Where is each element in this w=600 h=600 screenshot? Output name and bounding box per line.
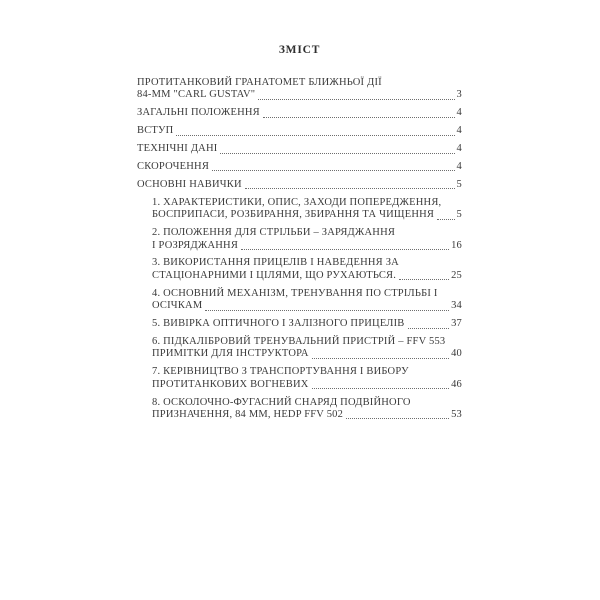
- toc-entry-line: 7. КЕРІВНИЦТВО З ТРАНСПОРТУВАННЯ І ВИБОРУ: [152, 366, 409, 378]
- toc-entry-last-line: [152, 300, 462, 312]
- dot-leader: [437, 219, 454, 220]
- toc-entry: [137, 366, 462, 391]
- toc-page-number: 4: [456, 125, 462, 137]
- toc-entry-last-line: [152, 379, 462, 391]
- toc-page-number: 40: [451, 348, 462, 360]
- toc-entry: [137, 179, 462, 191]
- dot-leader: [399, 279, 449, 280]
- toc-entry-text: ВСТУП: [137, 125, 174, 137]
- toc-entry-last-line: [137, 161, 462, 173]
- toc-entry: [137, 336, 462, 361]
- toc-entry-last-line: [152, 209, 462, 221]
- toc-entry-last-line: [137, 107, 462, 119]
- toc-entry-last-line: [152, 348, 462, 360]
- toc-entry: [137, 77, 462, 102]
- toc-page-number: 37: [451, 318, 462, 330]
- toc-page-number: 34: [451, 300, 462, 312]
- toc-entry-text: І РОЗРЯДЖАННЯ: [152, 239, 239, 251]
- toc-entry-line: ПРОТИТАНКОВИЙ ГРАНАТОМЕТ БЛИЖНЬОЇ ДІЇ: [137, 77, 382, 88]
- toc-entry: [137, 107, 462, 119]
- toc-entry-line: 1. ХАРАКТЕРИСТИКИ, ОПИС, ЗАХОДИ ПОПЕРЕДЖЕННЯ,: [152, 196, 442, 208]
- toc-entry: [137, 397, 462, 422]
- toc-entry-line: 4. ОСНОВНИЙ МЕХАНІЗМ, ТРЕНУВАННЯ ПО СТРІЛЬБІ І: [152, 287, 438, 299]
- toc-entry-last-line: [152, 270, 462, 282]
- toc-entry-text: ЗАГАЛЬНІ ПОЛОЖЕННЯ: [137, 107, 260, 119]
- toc-page-number: 5: [456, 209, 462, 221]
- toc-entry-last-line: [152, 409, 462, 421]
- toc-entry-text: 84-ММ "CARL GUSTAV": [137, 89, 256, 101]
- toc-page-number: 4: [456, 161, 462, 173]
- toc-entry-text: БОСПРИПАСИ, РОЗБИРАННЯ, ЗБИРАННЯ ТА ЧИЩЕННЯ: [152, 209, 435, 221]
- toc-page-number: 4: [456, 143, 462, 155]
- toc-entry-last-line: [137, 125, 462, 137]
- toc-page-number: 16: [451, 239, 462, 251]
- page-title: ЗМІСТ: [278, 44, 321, 56]
- toc-entry-text: ОСНОВНІ НАВИЧКИ: [137, 178, 242, 190]
- toc-page-number: 3: [456, 89, 462, 101]
- toc-entry-line: 2. ПОЛОЖЕННЯ ДЛЯ СТРІЛЬБИ – ЗАРЯДЖАННЯ: [152, 227, 396, 239]
- toc-entry: [137, 197, 462, 222]
- toc-page-number: 53: [451, 409, 462, 421]
- toc-entry-line: 8. ОСКОЛОЧНО-ФУГАСНИЙ СНАРЯД ПОДВІЙНОГО: [152, 396, 411, 408]
- dot-leader: [241, 249, 449, 250]
- dot-leader: [220, 153, 454, 154]
- toc-entry: [137, 227, 462, 252]
- dot-leader: [205, 310, 449, 311]
- toc-entry-text: ПРИМІТКИ ДЛЯ ІНСТРУКТОРА: [152, 348, 309, 360]
- toc-page-number: 25: [451, 269, 462, 281]
- toc-entry-text: СТАЦІОНАРНИМИ І ЦІЛЯМИ, ЩО РУХАЮТЬСЯ.: [152, 269, 397, 281]
- toc-page-number: 5: [456, 178, 462, 190]
- toc-entry-text: СКОРОЧЕННЯ: [137, 161, 210, 173]
- toc-entry-last-line: [137, 89, 462, 101]
- toc-entry-text: ОСІЧКАМ: [152, 300, 203, 312]
- toc-list: [137, 77, 462, 427]
- toc-entry-last-line: [152, 318, 462, 330]
- toc-entry: [137, 125, 462, 137]
- dot-leader: [258, 99, 454, 100]
- toc-page-number: 46: [451, 378, 462, 390]
- toc-entry-last-line: [152, 240, 462, 252]
- toc-entry: [137, 143, 462, 155]
- toc-entry: [137, 318, 462, 330]
- toc-entry-text: ТЕХНІЧНІ ДАНІ: [137, 143, 218, 155]
- toc-entry-text: 5. ВИВІРКА ОПТИЧНОГО І ЗАЛІЗНОГО ПРИЦЕЛІВ: [152, 318, 405, 330]
- toc-entry-text: ПРОТИТАНКОВИХ ВОГНЕВИХ: [152, 378, 309, 390]
- toc-entry: [137, 257, 462, 282]
- dot-leader: [263, 117, 455, 118]
- dot-leader: [408, 328, 450, 329]
- dot-leader: [346, 418, 449, 419]
- dot-leader: [312, 358, 449, 359]
- toc-entry-line: 6. ПІДКАЛІБРОВИЙ ТРЕНУВАЛЬНИЙ ПРИСТРІЙ – FFV 553: [152, 336, 446, 347]
- toc-page-number: 4: [456, 107, 462, 119]
- toc-entry-last-line: [137, 179, 462, 191]
- toc-entry-text: ПРИЗНАЧЕННЯ, 84 ММ, HEDP FFV 502: [152, 409, 344, 421]
- toc-entry-last-line: [137, 143, 462, 155]
- toc-entry-line: 3. ВИКОРИСТАННЯ ПРИЦЕЛІВ І НАВЕДЕННЯ ЗА: [152, 257, 399, 269]
- dot-leader: [176, 135, 454, 136]
- dot-leader: [245, 188, 455, 189]
- dot-leader: [212, 170, 455, 171]
- dot-leader: [312, 388, 450, 389]
- toc-entry: [137, 288, 462, 313]
- toc-entry: [137, 161, 462, 173]
